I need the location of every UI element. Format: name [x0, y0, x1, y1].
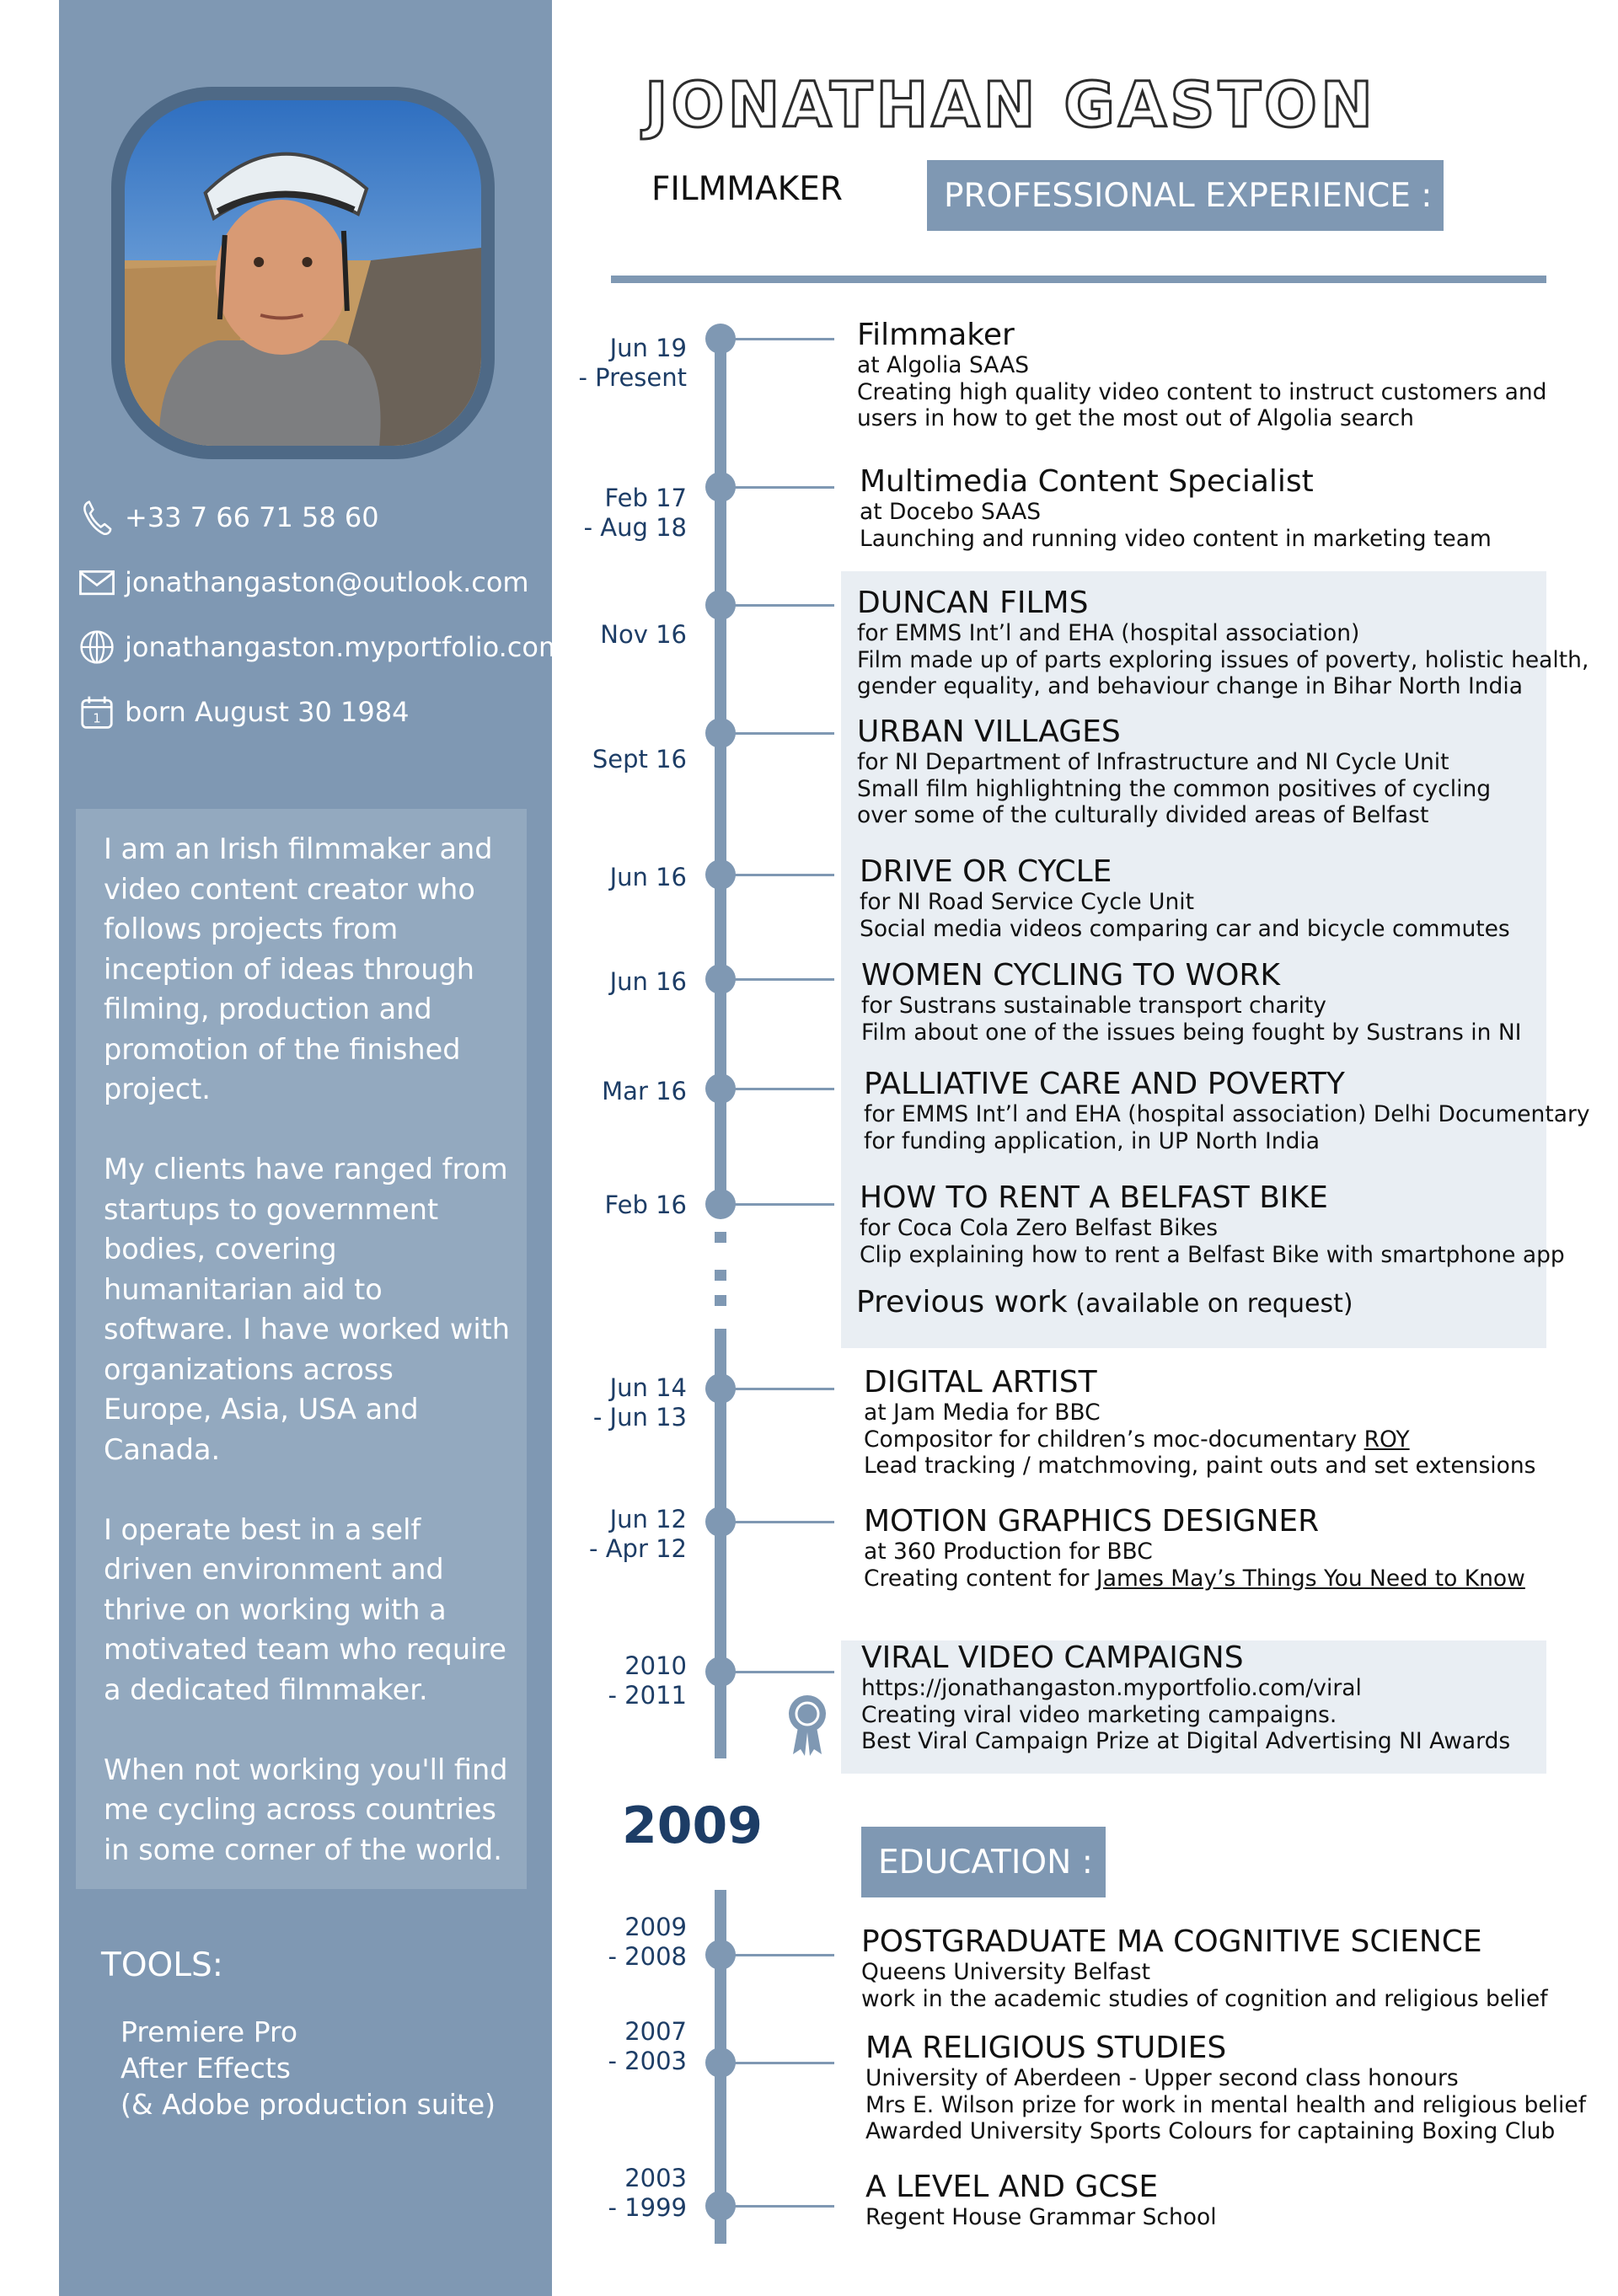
- entry-date: Sept 16: [592, 745, 687, 773]
- education-entry: [865, 2031, 1587, 2145]
- timeline-connector: [726, 1521, 834, 1523]
- timeline-connector: [726, 874, 834, 876]
- entry-line: Best Viral Campaign Prize at Digital Advertising NI Awards: [861, 1728, 1511, 1754]
- tool-item: (& Adobe production suite): [121, 2088, 496, 2121]
- entry-date: Jun 19 - Present: [578, 334, 687, 392]
- entry-line: [864, 1565, 1556, 1592]
- timeline-connector: [726, 2062, 834, 2064]
- entry-date: 2010 - 2011: [608, 1651, 687, 1710]
- globe-icon: [76, 626, 118, 668]
- bio-box: [76, 809, 527, 1889]
- entry-title: URBAN VILLAGES: [857, 714, 1121, 749]
- entry-line: for NI Department of Infrastructure and NI Cycle Unit: [857, 749, 1449, 775]
- entry-line: at Jam Media for BBC: [864, 1400, 1101, 1426]
- award-ribbon-icon: [786, 1694, 828, 1758]
- timeline-connector: [726, 1203, 834, 1206]
- entry-date: Feb 17 - Aug 18: [583, 484, 687, 542]
- email-text: jonathangaston@outlook.com: [125, 566, 529, 598]
- experience-entry: [857, 318, 1550, 432]
- experience-entry: [860, 855, 1552, 942]
- header-divider: [611, 276, 1546, 283]
- entry-line: for EMMS Int’l and EHA (hospital association) Delhi Documentary: [864, 1101, 1590, 1127]
- entry-date: Nov 16: [600, 620, 687, 649]
- entry-date: Jun 16: [609, 967, 687, 996]
- previous-work-note: [856, 1285, 1353, 1319]
- entry-line: Social media videos comparing car and bicycle commutes: [860, 915, 1510, 942]
- experience-entry: [861, 959, 1554, 1046]
- entry-date: Mar 16: [602, 1077, 687, 1105]
- entry-line: work in the academic studies of cognition and religious belief: [861, 1985, 1548, 2012]
- timeline-connector: [726, 732, 834, 735]
- entry-line: gender equality, and behaviour change in Bihar North India: [857, 673, 1523, 699]
- bio: [76, 809, 527, 1870]
- contact-website[interactable]: [76, 626, 565, 668]
- entry-line: for EMMS Int’l and EHA (hospital association): [857, 620, 1360, 646]
- profile-photo: [125, 100, 481, 446]
- entry-title: A LEVEL AND GCSE: [865, 2170, 1159, 2204]
- entry-title: Filmmaker: [857, 318, 1015, 352]
- profile-photo-frame: [111, 87, 495, 459]
- entry-line: for NI Road Service Cycle Unit: [860, 889, 1194, 915]
- experience-heading: PROFESSIONAL EXPERIENCE :: [927, 160, 1444, 231]
- portfolio-link[interactable]: https://jonathangaston.myportfolio.com/viral: [861, 1675, 1362, 1701]
- experience-entry: [861, 1641, 1554, 1755]
- tool-item: Premiere Pro: [121, 2015, 298, 2048]
- entry-title: DRIVE OR CYCLE: [860, 854, 1112, 889]
- phone-icon: [76, 496, 118, 538]
- timeline-connector: [726, 1388, 834, 1390]
- timeline-connector: [726, 978, 834, 981]
- entry-title: VIRAL VIDEO CAMPAIGNS: [861, 1640, 1244, 1675]
- education-entry: [861, 1925, 1554, 2012]
- timeline-connector: [726, 486, 834, 489]
- experience-entry: [864, 1067, 1590, 1154]
- experience-entry: [860, 465, 1552, 552]
- experience-entry: [857, 586, 1589, 700]
- experience-entry: [857, 715, 1550, 829]
- entry-title: DIGITAL ARTIST: [864, 1365, 1097, 1400]
- job-role: FILMMAKER: [651, 170, 843, 208]
- timeline-connector: [726, 338, 834, 340]
- experience-entry: [864, 1366, 1556, 1480]
- tools-title: TOOLS:: [101, 1946, 223, 1984]
- entry-line: at Docebo SAAS: [860, 499, 1042, 525]
- entry-line: Lead tracking / matchmoving, paint outs and set extensions: [864, 1453, 1536, 1479]
- entry-date: Feb 16: [604, 1191, 687, 1219]
- education-heading: EDUCATION :: [861, 1827, 1106, 1897]
- entry-title: PALLIATIVE CARE AND POVERTY: [864, 1067, 1345, 1101]
- entry-line: University of Aberdeen - Upper second class honours: [865, 2065, 1459, 2091]
- entry-line: [864, 1426, 1556, 1453]
- entry-line: for Sustrans sustainable transport charity: [861, 993, 1326, 1019]
- entry-line: Creating viral video marketing campaigns.: [861, 1701, 1337, 1728]
- entry-line: Awarded University Sports Colours for captaining Boxing Club: [865, 2118, 1556, 2144]
- timeline-connector: [726, 1954, 834, 1956]
- previous-work-detail: (available on request): [1067, 1289, 1353, 1319]
- entry-line: over some of the culturally divided areas of Belfast: [857, 802, 1429, 828]
- birthdate-text: born August 30 1984: [125, 696, 410, 728]
- entry-line: for Coca Cola Zero Belfast Bikes: [860, 1215, 1219, 1241]
- entry-title: WOMEN CYCLING TO WORK: [861, 958, 1281, 993]
- timeline-dash: [715, 1295, 726, 1306]
- james-may-link[interactable]: James May’s Things You Need to Know: [1096, 1565, 1525, 1592]
- entry-date: 2007 - 2003: [608, 2017, 687, 2075]
- entry-date: 2009 - 2008: [608, 1913, 687, 1971]
- timeline-connector: [726, 1088, 834, 1090]
- svg-text:1: 1: [93, 710, 101, 726]
- phone-text: +33 7 66 71 58 60: [125, 501, 379, 533]
- year-marker: 2009: [622, 1796, 763, 1855]
- entry-line: Queens University Belfast: [861, 1959, 1150, 1985]
- education-entry: [865, 2170, 1558, 2231]
- entry-date: Jun 14 - Jun 13: [592, 1373, 687, 1432]
- experience-entry: [860, 1180, 1565, 1268]
- sidebar: [59, 0, 565, 2296]
- tools-list: [121, 2014, 496, 2122]
- tool-item: After Effects: [121, 2052, 291, 2085]
- entry-title: MOTION GRAPHICS DESIGNER: [864, 1504, 1320, 1539]
- entry-title: MA RELIGIOUS STUDIES: [865, 2031, 1227, 2065]
- previous-work-label: Previous work: [856, 1285, 1068, 1319]
- timeline-dash: [715, 1232, 726, 1243]
- website-text: jonathangaston.myportfolio.com: [125, 631, 565, 663]
- bio-paragraph: My clients have ranged from startups to government bodies, covering humanitarian aid to software. I have worked with organizations across Europe, Asia, USA and Canada.: [104, 1153, 511, 1466]
- entry-line: Film about one of the issues being fought by Sustrans in NI: [861, 1019, 1522, 1046]
- entry-title: DUNCAN FILMS: [857, 586, 1089, 620]
- contact-birthdate: [76, 691, 409, 733]
- entry-line: at Algolia SAAS: [857, 352, 1030, 378]
- entry-date: Jun 16: [609, 863, 687, 891]
- entry-line: Launching and running video content in marketing team: [860, 525, 1492, 552]
- entry-line: users in how to get the most out of Algolia search: [857, 405, 1414, 431]
- entry-line: Regent House Grammar School: [865, 2204, 1217, 2230]
- timeline-connector: [726, 604, 834, 607]
- timeline-connector: [726, 2205, 834, 2208]
- calendar-icon: [76, 691, 118, 733]
- entry-line: Film made up of parts exploring issues of poverty, holistic health,: [857, 646, 1589, 673]
- timeline-dash: [715, 1270, 726, 1281]
- entry-title: Multimedia Content Specialist: [860, 464, 1314, 499]
- person-name: JONATHAN GASTON: [645, 69, 1376, 142]
- entry-date: Jun 12 - Apr 12: [589, 1505, 687, 1563]
- bio-paragraph: When not working you'll find me cycling across countries in some corner of the world.: [104, 1753, 508, 1866]
- entry-line: for funding application, in UP North India: [864, 1127, 1320, 1154]
- entry-title: POSTGRADUATE MA COGNITIVE SCIENCE: [861, 1924, 1482, 1959]
- entry-line-text: Compositor for children’s moc-documentary: [864, 1426, 1364, 1453]
- bio-paragraph: I operate best in a self driven environment and thrive on working with a motivated team who require a dedicated filmmaker.: [104, 1512, 507, 1706]
- entry-title: HOW TO RENT A BELFAST BIKE: [860, 1180, 1328, 1215]
- entry-line: Small film highlightning the common positives of cycling: [857, 775, 1492, 802]
- entry-date: 2003 - 1999: [608, 2164, 687, 2222]
- timeline-connector: [726, 1671, 834, 1673]
- contact-phone[interactable]: [76, 496, 379, 538]
- entry-line: at 360 Production for BBC: [864, 1539, 1153, 1565]
- experience-entry: [864, 1505, 1556, 1592]
- entry-line: Clip explaining how to rent a Belfast Bike with smartphone app: [860, 1241, 1565, 1268]
- entry-line: Mrs E. Wilson prize for work in mental health and religious belief: [865, 2091, 1587, 2118]
- contact-email[interactable]: [76, 561, 529, 603]
- envelope-icon: [76, 561, 118, 603]
- roy-link[interactable]: ROY: [1364, 1426, 1410, 1453]
- entry-line-text: Creating content for: [864, 1565, 1096, 1592]
- entry-line: Creating high quality video content to instruct customers and: [857, 378, 1547, 405]
- bio-paragraph: I am an Irish filmmaker and video content creator who follows projects from inception of ideas through filming, production and promotion of the finished project.: [104, 832, 493, 1105]
